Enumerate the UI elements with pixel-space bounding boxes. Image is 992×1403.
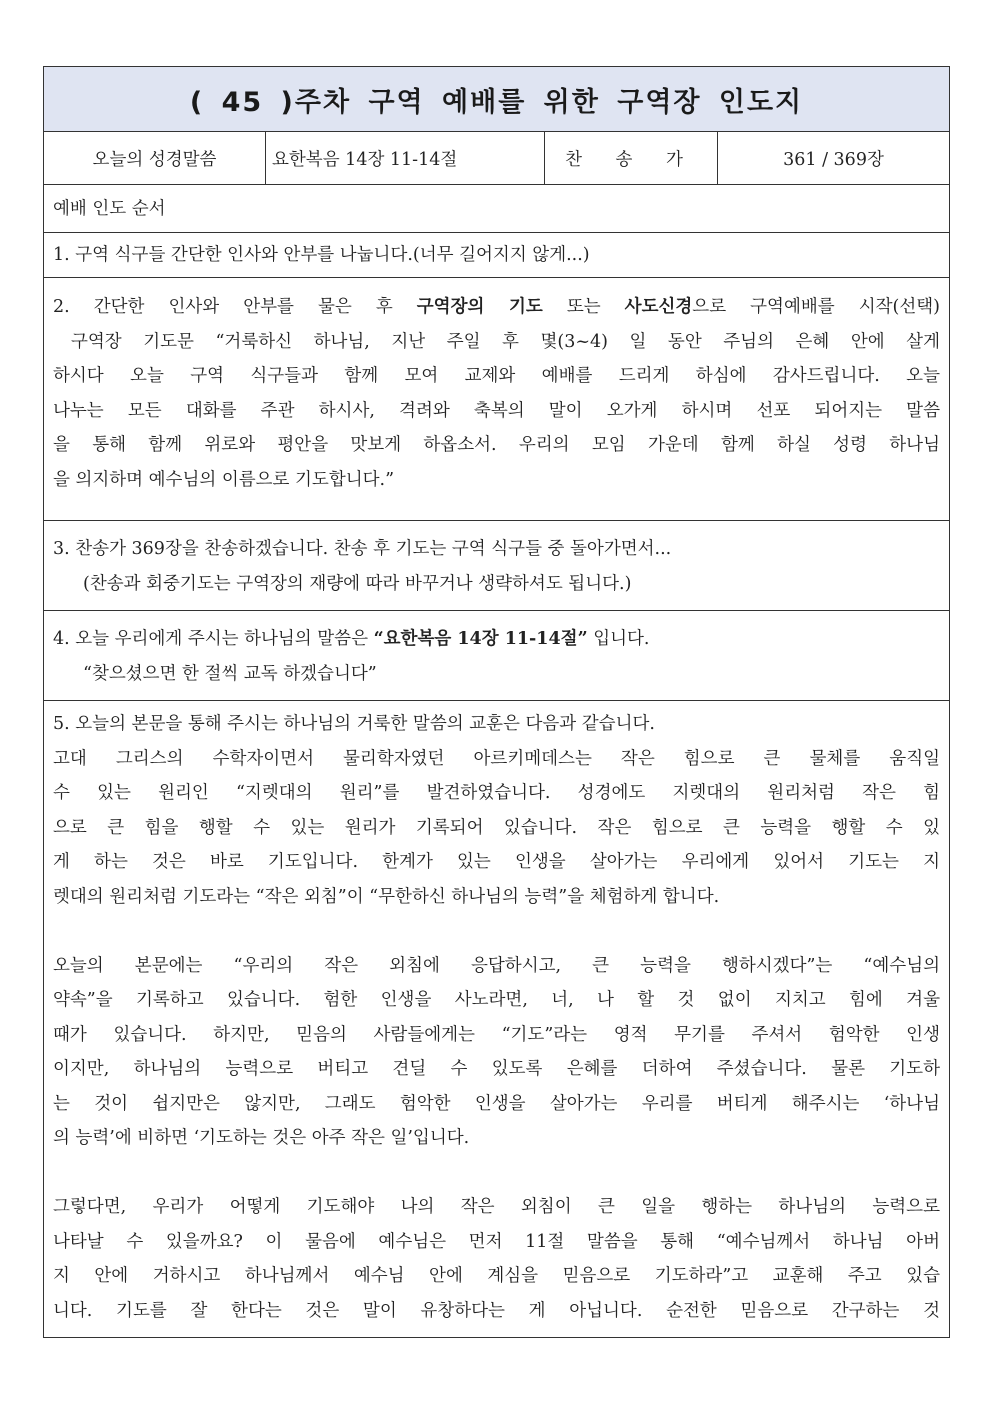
step-3-line-1: 3. 찬송가 369장을 찬송하겠습니다. 찬송 후 기도는 구역 식구들 중 돌아가면서... [53,539,672,559]
step-3 [44,521,949,611]
order-header: 예배 인도 순서 [44,185,949,233]
sermon-line: 나타날 수 있을까요? 이 물음에 예수님은 먼저 11절 말씀을 통해 “예수님께서 하나님 아버 [53,1231,940,1252]
prayer-line: 을 의지하며 예수님의 이름으로 기도합니다.” [53,469,395,490]
hymn-label: 찬 송 가 [545,132,718,184]
step-1: 1. 구역 식구들 간단한 인사와 안부를 나눕니다.(너무 길어지지 않게...) [44,233,949,278]
step-2-bold-prayer: 구역장의 기도 [416,297,543,317]
sermon-line: 렛대의 원리처럼 기도라는 “작은 외침”이 “무한하신 하나님의 능력”을 체험하게 합니다. [53,886,720,907]
sermon-line: 그렇다면, 우리가 어떻게 기도해야 나의 작은 외침이 큰 일을 행하는 하나님의 능력으로 [53,1197,940,1217]
sermon-line: 으로 큰 힘을 행할 수 있는 원리가 기록되어 있습니다. 작은 힘으로 큰 능력을 행할 수 있 [53,817,940,838]
sermon-line: 수 있는 원리인 “지렛대의 원리”를 발견하였습니다. 성경에도 지렛대의 원리처럼 작은 힘 [53,783,940,803]
step-4-scripture: “요한복음 14장 11-14절” [373,629,588,649]
info-row [44,132,949,185]
hymn-value: 361 / 369장 [783,149,884,170]
sermon-line: 오늘의 본문에는 “우리의 작은 외침에 응답하시고, 큰 능력을 행하시겠다”는 “예수님의 [53,955,940,976]
step-2-intro [53,290,940,325]
sermon-line: 때가 있습니다. 하지만, 믿음의 사람들에게는 “기도”라는 영적 무기를 주셔서 험악한 인생 [53,1024,940,1045]
step-2 [44,278,949,521]
prayer-line: 구역장 기도문 “거룩하신 하나님, 지난 주일 후 몇(3~4) 일 동안 주님의 은혜 안에 살게 [71,331,940,352]
sermon-line: 약속”을 기록하고 있습니다. 험한 인생을 사노라면, 너, 나 할 것 없이 지치고 힘에 겨울 [53,990,940,1010]
sermon-line: 이지만, 하나님의 능력으로 버티고 견딜 수 있도록 은혜를 더하여 주셨습니다. 물론 기도하 [53,1059,940,1079]
sermon-line: 니다. 기도를 잘 한다는 것은 말이 유창하다는 게 아닙니다. 순전한 믿음으로 간구하는 것 [53,1300,940,1321]
step-4-post: 입니다. [587,629,650,649]
prayer-line: 을 통해 함께 위로와 평안을 맛보게 하옵소서. 우리의 모임 가운데 함께 하실 성령 하나님 [53,435,940,455]
step-3-line-2: (찬송과 회중기도는 구역장의 재량에 따라 바꾸거나 생략하셔도 됩니다.) [83,573,632,594]
step-2-bold-creed: 사도신경 [624,297,693,317]
scripture-value: 요한복음 14장 11-14절 [266,132,545,184]
sermon-line: 5. 오늘의 본문을 통해 주시는 하나님의 거룩한 말씀의 교훈은 다음과 같습니다. [53,714,655,734]
sermon-line: 의 능력’에 비하면 ‘기도하는 것은 아주 작은 일’입니다. [53,1128,470,1148]
guide-table [43,66,950,1338]
step-4-pre: 4. 오늘 우리에게 주시는 하나님의 말씀은 [53,629,374,649]
step-4 [44,611,949,701]
step-4-line-2: “찾으셨으면 한 절씩 교독 하겠습니다” [83,663,377,684]
sermon-line: 고대 그리스의 수학자이면서 물리학자였던 아르키메데스는 작은 힘으로 큰 물체를 움직일 [53,748,940,769]
sermon-line: 지 안에 거하시고 하나님께서 예수님 안에 계심을 믿음으로 기도하라”고 교훈해 주고 있습 [53,1266,940,1286]
sermon-line: 게 하는 것은 바로 기도입니다. 한계가 있는 인생을 살아가는 우리에게 있어서 기도는 지 [53,852,940,872]
scripture-label: 오늘의 성경말씀 [44,132,266,184]
step-2-mid: 또는 [542,297,625,317]
title-row [44,67,949,132]
sermon-line: 는 것이 쉽지만은 않지만, 그래도 험악한 인생을 살아가는 우리를 버티게 해주시는 ‘하나님 [53,1093,940,1114]
prayer-line: 나누는 모든 대화를 주관 하시사, 격려와 축복의 말이 오가게 하시며 선포 되어지는 말씀 [53,400,940,421]
step-5 [44,701,949,1337]
paragraph-gap [53,914,940,949]
paragraph-gap [53,1156,940,1191]
prayer-line: 하시다 오늘 구역 식구들과 함께 모여 교제와 예배를 드리게 하심에 감사드립니다. 오늘 [53,366,940,386]
step-2-post: 으로 구역예배를 시작(선택) [692,297,940,317]
step-2-pre: 2. 간단한 인사와 안부를 물은 후 [53,297,417,317]
step-4-line-1 [53,622,940,657]
page-title: ( 45 )주차 구역 예배를 위한 구역장 인도지 [189,86,804,118]
